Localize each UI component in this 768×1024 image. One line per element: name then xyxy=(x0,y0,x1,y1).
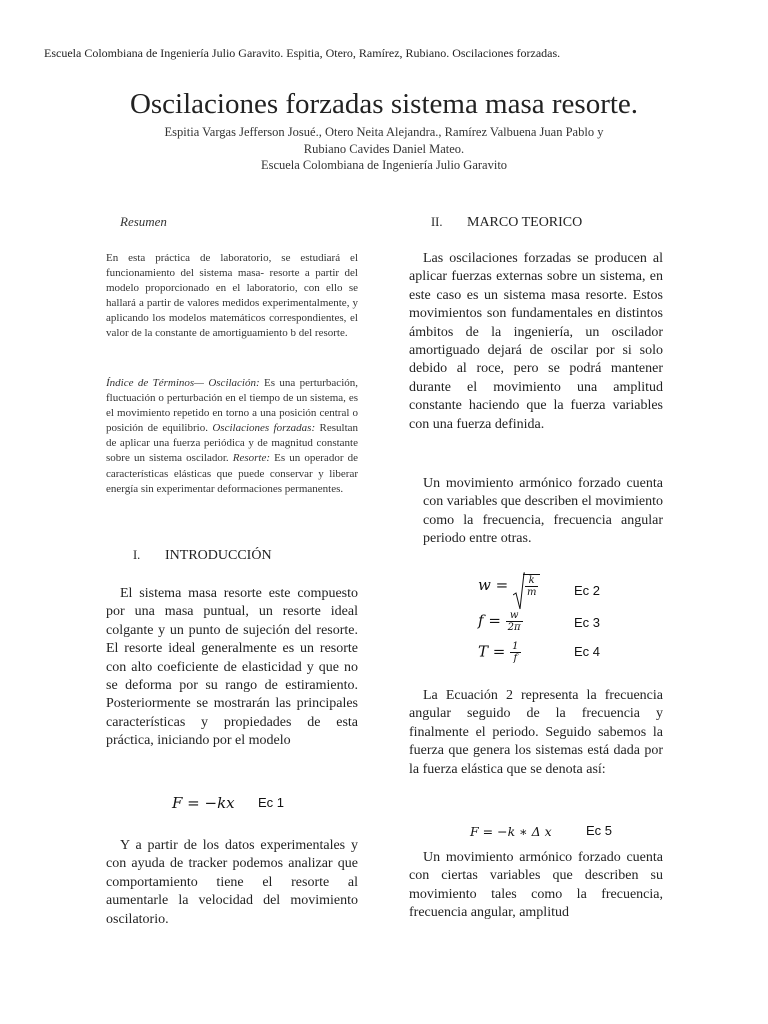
equation-4 xyxy=(478,641,601,664)
equation-1-tag: Ec 1 xyxy=(258,795,285,810)
authors-line-2: Rubiano Cavides Daniel Mateo. xyxy=(303,141,465,156)
sqrt-symbol xyxy=(513,574,540,598)
equation-4-numerator: 1 xyxy=(512,641,519,652)
equation-5-tag: Ec 5 xyxy=(586,823,613,838)
marco-paragraph-4: Un movimiento armónico forzado cuenta con ciertas variables que describen su movimiento tales como la frecuencia, frecuencia angular, amplitud xyxy=(409,850,663,921)
marco-paragraph-2: Un movimiento armónico forzado cuenta con variables que describen el movimiento como la frecuencia, frecuencia angular periodo entre otras. xyxy=(423,476,663,547)
section-heading-introduccion xyxy=(133,548,272,564)
section-title: INTRODUCCIÓN xyxy=(165,548,272,563)
section-title: MARCO TEORICO xyxy=(467,215,583,230)
equation-5 xyxy=(470,823,613,839)
index-terms xyxy=(106,376,358,497)
authors-line-1: Espitia Vargas Jefferson Josué., Otero Neita Alejandra., Ramírez Valbuena Juan Pablo y xyxy=(164,125,604,139)
equation-3-numerator: w xyxy=(506,610,523,622)
equation-2-numerator: k xyxy=(525,575,538,587)
running-head: Escuela Colombiana de Ingeniería Julio Garavito. Espitia, Otero, Ramírez, Rubiano. Oscilaciones forzadas. xyxy=(44,46,561,60)
equation-1 xyxy=(172,794,285,812)
equation-1-body: F = −kx xyxy=(172,794,235,812)
equation-3-denominator: 2π xyxy=(507,622,521,633)
equation-3 xyxy=(478,610,601,633)
index-terms-label: Índice de Términos— Oscilación: xyxy=(106,377,260,389)
def-oscilacion: Es una perturbación, fluctuación o perturbación en el tiempo de un sistema, es el movimiento repetido en torno a una posición central o posición de equilibrio. xyxy=(106,377,358,435)
equation-2 xyxy=(478,574,601,598)
def-resorte: Es un operador de características elásticas que puede conservar y liberar energía sin experimentar deformaciones permanentes. xyxy=(106,452,358,495)
section-heading-marco-teorico xyxy=(431,215,582,231)
tracker-paragraph: Y a partir de los datos experimentales y con ayuda de tracker podemos analizar que comportamiento tiene el resorte al aumentarle la velocidad del movimiento oscilatorio. xyxy=(106,838,358,927)
equation-2-lhs: w = xyxy=(478,576,509,594)
equation-3-tag: Ec 3 xyxy=(574,615,601,630)
label-resorte: Resorte: xyxy=(232,452,271,465)
equation-3-lhs: f = xyxy=(478,611,501,630)
equation-2-fraction xyxy=(525,575,538,598)
equation-2-tag: Ec 2 xyxy=(574,583,601,598)
equation-5-body: F = −k ∗ Δ x xyxy=(470,824,552,839)
equation-4-denominator: f xyxy=(513,653,518,664)
equation-4-tag: Ec 4 xyxy=(574,644,601,659)
paper-title: Oscilaciones forzadas sistema masa resorte. xyxy=(129,88,639,120)
marco-paragraph-3: La Ecuación 2 representa la frecuencia angular seguido de la frecuencia y finalmente el periodo. Seguido sabemos la fuerza que genera los sistemas está dada por la fuerza elástica que se denota así: xyxy=(409,688,663,777)
equation-4-fraction xyxy=(510,641,520,664)
label-oscilaciones-forzadas: Oscilaciones forzadas: xyxy=(212,422,316,435)
abstract-text: En esta práctica de laboratorio, se estudiará el funcionamiento del sistema masa- resorte a partir del modelo proporcionado en el laboratorio, con ello se hallará a partir de valores medidos experimentalmente, y aplicando los modelos matemáticos correspondientes, el valor de la constante de amortiguamiento b del resorte. xyxy=(106,252,358,340)
section-number: I. xyxy=(133,548,141,562)
abstract-heading: Resumen xyxy=(120,214,167,229)
equation-2-denominator: m xyxy=(526,587,537,598)
author-block xyxy=(0,124,768,174)
affiliation: Escuela Colombiana de Ingeniería Julio Garavito xyxy=(260,158,508,172)
def-oscilaciones-forzadas: Resultan de aplicar una fuerza periódica y de magnitud constante sobre un sistema oscilador. xyxy=(106,422,359,465)
equation-4-lhs: T = xyxy=(478,642,506,661)
intro-paragraph: El sistema masa resorte este compuesto por una masa puntual, un resorte ideal colgante y un punto de sujeción del resorte. El resorte ideal generalmente es un resorte con alto coeficiente de elasticidad y que no se deforma por su rango de estiramiento. Posteriormente se mostrarán las principales características y propiedades de esta práctica, iniciando por el modelo xyxy=(106,586,358,749)
marco-paragraph-1: Las oscilaciones forzadas se producen al aplicar fuerzas externas sobre un sistema, en este caso es un sistema masa resorte. Estos movimientos son fundamentales en distintos ámbitos de la ingeniería, un oscilador amortiguado dejará de oscilar por si solo debido al roce, pero se podrá mantener durante el movimiento una amplitud constante haciendo que la fuerza variables con una fuerza definida. xyxy=(409,251,663,432)
section-number: II. xyxy=(431,215,443,229)
equations-2-4 xyxy=(478,566,638,676)
equation-3-fraction xyxy=(506,610,523,633)
